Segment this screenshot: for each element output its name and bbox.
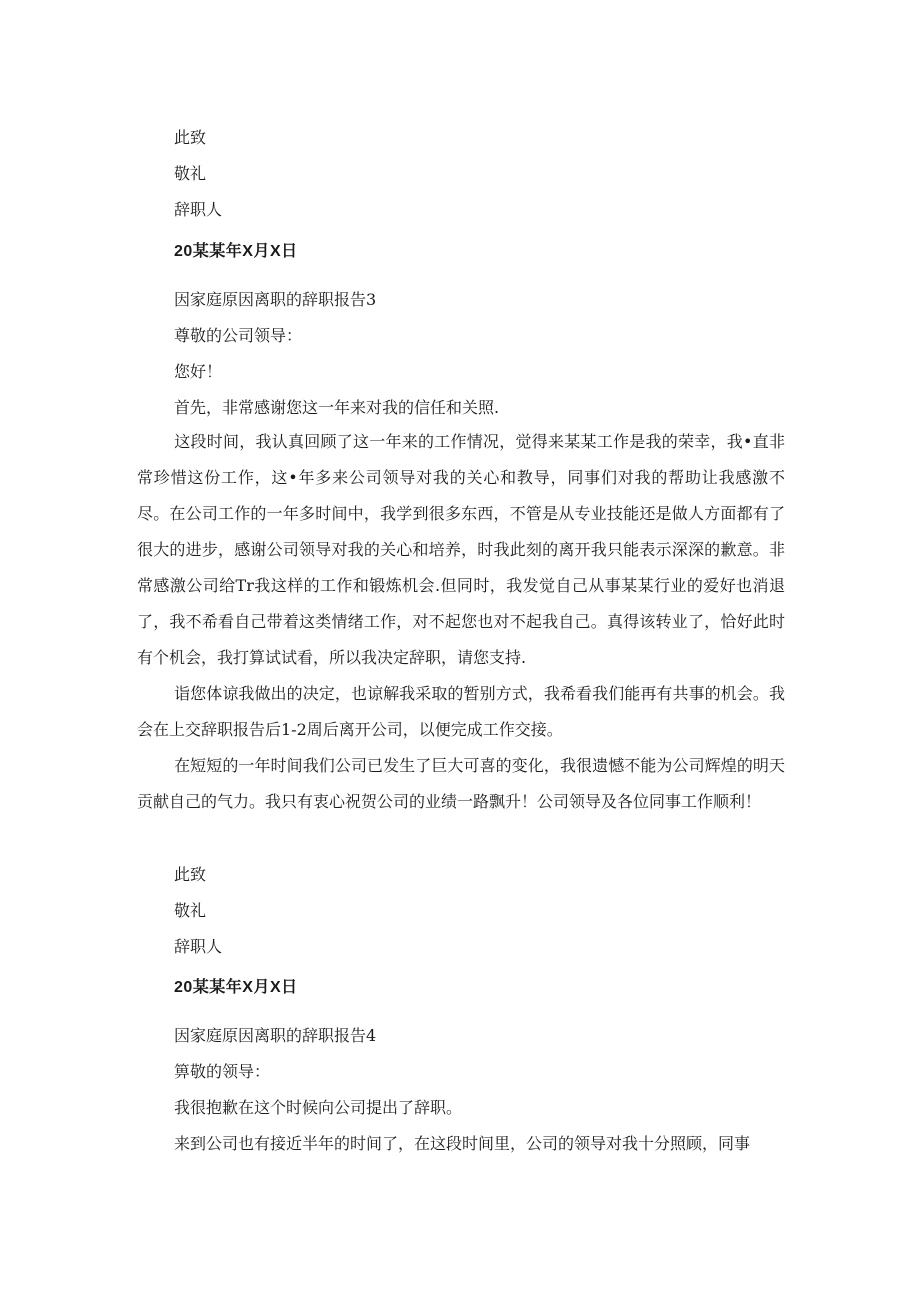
- paragraph-text: 在短短的一年时间我们公司已发生了巨大可喜的变化，我很遗憾不能为公司辉煌的明天贡献自己的气力。我只有衷心祝贺公司的业绩一路飘升！公司领导及各位同事工作顺利！: [137, 756, 785, 811]
- salute-text: 敬礼: [174, 164, 207, 183]
- letter3-paragraph-1: [137, 424, 785, 676]
- letter4-intro: 我很抱歉在这个时候向公司提出了辞职。: [174, 1098, 463, 1117]
- salute-text: 敬礼: [174, 901, 207, 920]
- closing-text: 此致: [174, 128, 207, 147]
- letter4-paragraph-1: 来到公司也有接近半年的时间了，在这段时间里，公司的领导对我十分照顾，同事: [174, 1134, 751, 1153]
- letter4-greeting: 箅敬的领导：: [174, 1062, 271, 1081]
- closing-text: 此致: [174, 865, 207, 884]
- letter4-title: 因家庭原因离职的辞职报告4: [174, 1026, 377, 1045]
- paragraph-text: 诣您体谅我做出的决定，也谅解我采取的暂别方式，我希看我们能再有共事的机会。我会在上交辞职报告后1-2周后离开公司，以便完成工作交接。: [137, 684, 785, 739]
- letter3-hello: 您好！: [174, 362, 223, 381]
- signer-text: 辞职人: [174, 200, 223, 219]
- paragraph-text: 这段时间，我认真回顾了这一年来的工作情况，觉得来某某工作是我的荣幸，我•直非常珍惜这份工作，这•年多来公司领导对我的关心和教导，同事们对我的帮助让我感激不尽。在公司工作的一年多时间中，我学到很多东西，不管是从专业技能还是做人方面都有了很大的进步，感谢公司领导对我的关心和培养，时我此刻的离开我只能表示深深的歉意。非常感激公司给Tr我这样的工作和锻炼机会.但同时，我发觉自己从事某某行业的爱好也消退了，我不希看自己带着这类情绪工作，对不起您也对不起我自己。真得该转业了，恰好此时有个机会，我打算试试看，所以我决定辞职，请您支持.: [137, 432, 785, 667]
- letter3-greeting: 尊敬的公司领导：: [174, 326, 303, 345]
- letter3-intro: 首先，非常感谢您这一年来对我的信任和关照.: [174, 398, 500, 417]
- letter3-paragraph-2: [137, 676, 785, 748]
- date-text: 20某某年X月X日: [174, 979, 298, 996]
- letter3-title: 因家庭原因离职的辞职报告3: [174, 290, 377, 309]
- signer-text: 辞职人: [174, 937, 223, 956]
- letter3-paragraph-3: [137, 748, 785, 820]
- date-text: 20某某年X月X日: [174, 243, 298, 260]
